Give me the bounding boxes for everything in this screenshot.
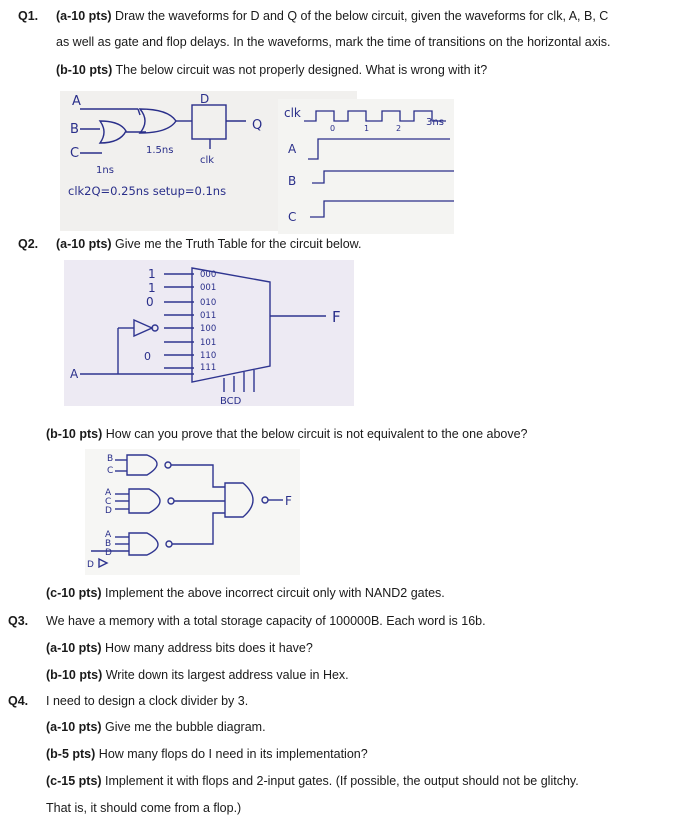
q2-mux-sketch — [64, 260, 354, 406]
gate2-in-d: D — [105, 506, 112, 516]
mux-code-3: 011 — [200, 311, 217, 321]
q2c-label: (c-10 pts) — [46, 586, 102, 600]
wave-t0: 0 — [330, 124, 336, 133]
q4b-text: How many flops do I need in its implementation? — [95, 747, 368, 761]
wave-t3: 3ns — [426, 117, 444, 128]
q1-waveform-sketch — [278, 99, 454, 234]
q2a-line — [56, 236, 361, 252]
wave-c-label: C — [288, 210, 297, 224]
wave-t2: 2 — [396, 124, 402, 133]
q4a-text: Give me the bubble diagram. — [101, 720, 266, 734]
mux-code-7: 111 — [200, 363, 217, 373]
q2c-line — [46, 585, 445, 601]
mux-code-4: 100 — [200, 324, 217, 334]
q3-text: We have a memory with a total storage capacity of 100000B. Each word is 16b. — [46, 614, 486, 628]
q3a-label: (a-10 pts) — [46, 641, 102, 655]
q4c-label: (c-15 pts) — [46, 774, 102, 788]
q1-number: Q1. — [18, 9, 39, 23]
mux-code-6: 110 — [200, 351, 217, 361]
mux-code-2: 010 — [200, 298, 217, 308]
q1a-label: (a-10 pts) — [56, 9, 112, 23]
fig-in-a: A — [72, 94, 81, 109]
q3b-text: Write down its largest address value in Hex. — [102, 668, 349, 682]
q1-waveform-figure — [278, 99, 454, 234]
wave-clk-label: clk — [284, 106, 301, 120]
fig-gate2-delay: 1.5ns — [146, 145, 174, 156]
q4a-label: (a-10 pts) — [46, 720, 102, 734]
q2-gates-figure — [85, 449, 300, 575]
q2a-text: Give me the Truth Table for the circuit below. — [111, 237, 362, 251]
mux-selects: BCD — [220, 396, 242, 406]
fig-clk-label: clk — [200, 155, 215, 166]
wave-b-label: B — [288, 174, 297, 188]
fig-in-c: C — [70, 146, 80, 161]
q2a-label: (a-10 pts) — [56, 237, 112, 251]
q3b-line — [46, 667, 349, 683]
mux-code-1: 001 — [200, 283, 217, 293]
wave-t1: 1 — [364, 124, 370, 133]
q3a-text: How many address bits does it have? — [101, 641, 313, 655]
fig-in-b: B — [70, 122, 79, 137]
inverter-in-d: D — [87, 560, 94, 570]
gate2-in-a: A — [105, 488, 112, 498]
q1b-label: (b-10 pts) — [56, 63, 113, 77]
fig-gate1-delay: 1ns — [96, 165, 114, 176]
q4c-text-2: That is, it should come from a flop.) — [46, 801, 242, 815]
gate3-in-b: B — [105, 539, 112, 549]
q4b-label: (b-5 pts) — [46, 747, 96, 761]
q2b-line — [46, 426, 528, 442]
mux-in-0: 1 — [148, 267, 156, 281]
fig-timing: clk2Q=0.25ns setup=0.1ns — [68, 184, 227, 198]
q4c-line — [46, 773, 579, 789]
q4-text: I need to design a clock divider by 3. — [46, 694, 249, 708]
fig-q: Q — [252, 118, 263, 133]
q4c-text-1: Implement it with flops and 2-input gates. (If possible, the output should not be glitchy. — [101, 774, 579, 788]
mux-in-2: 0 — [146, 295, 154, 309]
mux-in-1: 1 — [148, 281, 156, 295]
q1b-text: The below circuit was not properly designed. What is wrong with it? — [112, 63, 488, 77]
gate1-in-c: C — [107, 466, 114, 476]
q1a-text-2: as well as gate and flop delays. In the waveforms, mark the time of transitions on the horizontal axis. — [56, 35, 611, 49]
gates-output-f: F — [285, 494, 292, 508]
gate1-in-b: B — [107, 454, 114, 464]
mux-code-0: 000 — [200, 270, 217, 280]
q3-number: Q3. — [8, 614, 29, 628]
q2-gates-sketch — [85, 449, 300, 575]
q4b-line — [46, 746, 368, 762]
gate2-in-c: C — [105, 497, 112, 507]
q2-number: Q2. — [18, 237, 39, 251]
mux-in-7: 0 — [144, 350, 151, 363]
q4a-line — [46, 719, 266, 735]
wave-a-label: A — [288, 142, 297, 156]
q2c-text: Implement the above incorrect circuit only with NAND2 gates. — [101, 586, 445, 600]
gate3-in-a: A — [105, 530, 112, 540]
q3a-line — [46, 640, 313, 656]
mux-in-a: A — [70, 367, 79, 381]
q4-number: Q4. — [8, 694, 29, 708]
mux-output-f: F — [332, 308, 341, 326]
q3b-label: (b-10 pts) — [46, 668, 103, 682]
q2-mux-figure — [64, 260, 354, 406]
q1b-line — [56, 62, 487, 78]
gate3-in-d: D — [105, 548, 112, 558]
q1a-line-1 — [56, 8, 608, 24]
q1a-text-1: Draw the waveforms for D and Q of the below circuit, given the waveforms for clk, A, B, C — [111, 9, 609, 23]
q2b-label: (b-10 pts) — [46, 427, 103, 441]
q2b-text: How can you prove that the below circuit is not equivalent to the one above? — [102, 427, 528, 441]
mux-code-5: 101 — [200, 338, 217, 348]
fig-d: D — [200, 92, 210, 106]
